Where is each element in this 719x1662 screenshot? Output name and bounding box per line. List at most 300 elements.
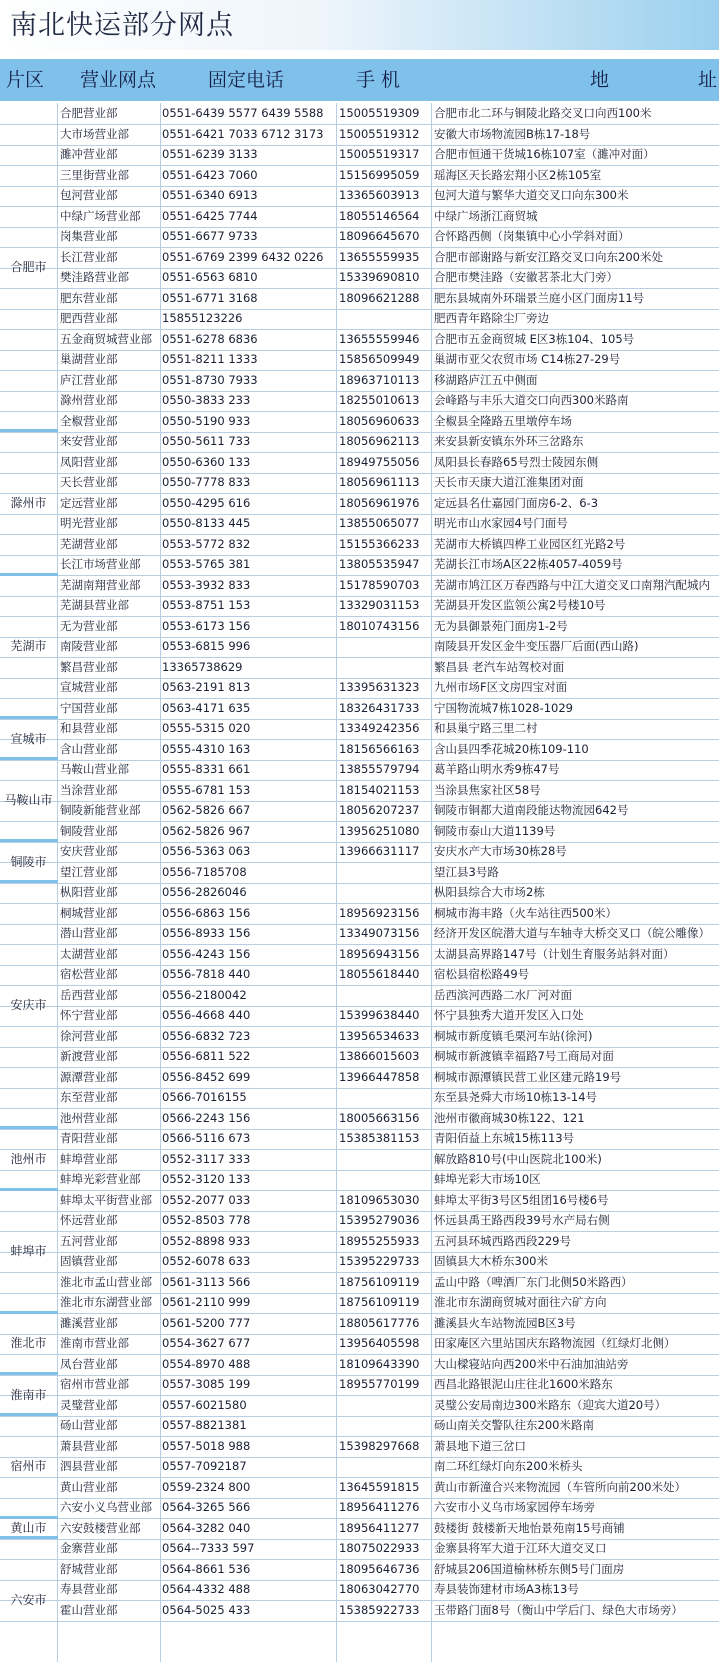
address: 全椒县全隆路五里墩停车场 (434, 413, 572, 428)
mobile-number: 18096645670 (339, 229, 420, 243)
page-title: 南北快运部分网点 (10, 10, 234, 41)
phone-number: 0554-8970 488 (162, 1356, 251, 1371)
table-row (0, 1149, 719, 1171)
mobile-number: 15398297668 (339, 1438, 420, 1453)
mobile-number: 18109653030 (339, 1192, 420, 1207)
mobile-number: 18956943156 (339, 946, 420, 961)
outlet-name: 灵璧营业部 (60, 1397, 118, 1412)
region-separator (0, 1126, 58, 1129)
address: 六安市小义乌市场家园停车场旁 (434, 1500, 595, 1514)
table-row (0, 657, 719, 679)
table-row (0, 308, 719, 330)
outlet-name: 芜湖营业部 (60, 536, 118, 551)
outlet-name: 六安鼓楼营业部 (60, 1520, 141, 1535)
mobile-number: 18949755056 (339, 454, 420, 469)
address: 和县巢宁路三里二村 (434, 721, 538, 735)
address: 安徽大市场物流园B栋17-18号 (434, 126, 591, 141)
table-row (0, 1374, 719, 1396)
region-label: 宿州市 (10, 1459, 47, 1474)
address: 来安县新安镇东外环三岔路东 (434, 434, 584, 448)
address: 舒城县206国道榆林桥东侧5号门面房 (434, 1561, 625, 1576)
mobile-number: 15399638440 (339, 1008, 420, 1022)
address: 会峰路与丰乐大道交口向西300米路南 (434, 393, 629, 407)
mobile-number: 13349073156 (339, 926, 420, 940)
table-row (0, 431, 719, 453)
address: 怀宁县独秀大道开发区入口处 (434, 1008, 584, 1022)
mobile-number: 18075022933 (339, 1541, 420, 1555)
table-row (0, 1190, 719, 1212)
region-label: 黄山市 (10, 1520, 47, 1535)
outlet-name: 马鞍山营业部 (60, 762, 129, 776)
outlet-name: 五河营业部 (60, 1233, 118, 1248)
outlet-name: 南陵营业部 (60, 639, 118, 653)
mobile-number: 15339690810 (339, 270, 420, 284)
table-row (0, 124, 719, 146)
table-row (0, 329, 719, 351)
address: 明光市山水家园4号门面号 (434, 516, 568, 530)
table-row (0, 595, 719, 617)
outlet-name: 望江营业部 (60, 864, 118, 879)
outlet-name: 含山营业部 (60, 741, 118, 756)
table-row (0, 1579, 719, 1601)
phone-number: 0551-8730 7933 (162, 372, 258, 387)
mobile-number: 13395631323 (339, 680, 420, 694)
outlet-name: 全椒营业部 (60, 413, 118, 428)
phone-number: 0551-6278 6836 (162, 331, 258, 346)
table-row (0, 513, 719, 535)
address: 蚌埠太平街3号区5组团16号楼6号 (434, 1192, 609, 1207)
region-label: 安庆市 (10, 998, 47, 1012)
header-region: 片区 (6, 69, 45, 91)
phone-number: 0556-7185708 (162, 864, 247, 879)
table-row (0, 923, 719, 945)
table-row (0, 718, 719, 740)
outlet-name: 潜山营业部 (60, 926, 118, 940)
phone-number: 0551-6425 7744 (162, 208, 258, 223)
phone-number: 0553-5765 381 (162, 557, 251, 571)
outlet-name: 池州营业部 (60, 1110, 118, 1125)
phone-number: 0550-7778 833 (162, 475, 251, 489)
region-label: 马鞍山市 (4, 793, 53, 807)
outlet-name: 怀远营业部 (60, 1213, 118, 1227)
address: 蚌埠光彩大市场10区 (434, 1172, 541, 1186)
region-label: 滁州市 (10, 495, 47, 510)
outlet-name: 天长营业部 (60, 475, 118, 489)
phone-number: 0556-5363 063 (162, 844, 251, 858)
mobile-number: 18056960633 (339, 413, 420, 428)
address: 望江县3号路 (434, 864, 499, 879)
phone-number: 0551-6439 5577 6439 5588 (162, 106, 324, 120)
region-label: 六安市 (10, 1592, 47, 1607)
table-row (0, 1210, 719, 1232)
outlet-name: 繁昌营业部 (60, 659, 118, 674)
table-row (0, 1354, 719, 1376)
header-mobile: 手 机 (356, 69, 401, 91)
region-separator (0, 1536, 58, 1539)
region-separator (0, 1516, 58, 1519)
address: 砀山南关交警队往东200米路南 (434, 1418, 594, 1432)
address: 桐城市海丰路（火车站往西500米） (434, 905, 617, 920)
address: 合肥市五金商贸城 E区3栋104、105号 (434, 331, 635, 346)
phone-number: 0557-6021580 (162, 1397, 247, 1412)
address: 桐城市新度镇毛栗河车站(徐河) (434, 1028, 593, 1043)
mobile-number: 18955770199 (339, 1377, 420, 1391)
address: 天长市天康大道江淮集团对面 (434, 475, 584, 489)
phone-number: 0555-6781 153 (162, 782, 251, 797)
mobile-number: 13956251080 (339, 823, 420, 838)
table-row (0, 1313, 719, 1335)
table-row (0, 554, 719, 576)
address: 合肥市恒通干货城16栋107室（濉冲对面） (434, 147, 655, 161)
mobile-number: 15155366233 (339, 536, 420, 551)
outlet-name: 无为营业部 (60, 618, 118, 633)
address: 繁昌县 老汽车站驾校对面 (434, 659, 565, 674)
address: 玉带路门面8号（衡山中学后门、绿色大市场旁） (434, 1602, 683, 1617)
phone-number: 0557-3085 199 (162, 1377, 251, 1391)
mobile-number: 18956411277 (339, 1520, 420, 1535)
address: 黄山市新潼合兴来物流园（车管所向前200米处） (434, 1479, 686, 1494)
table-row (0, 185, 719, 207)
address: 东至县尧舜大市场10栋13-14号 (434, 1090, 598, 1104)
mobile-number: 18096621288 (339, 290, 420, 305)
phone-number: 0564-3265 566 (162, 1500, 251, 1514)
region-label: 淮南市 (10, 1387, 47, 1402)
table-row (0, 800, 719, 822)
phone-number: 0550-4295 616 (162, 495, 251, 510)
region-separator (0, 573, 58, 576)
address: 太湖县高界路147号（计划生育服务站斜对面） (434, 946, 675, 961)
address: 合肥市北二环与铜陵北路交叉口向西100米 (434, 106, 652, 120)
outlet-name: 蚌埠太平街营业部 (60, 1192, 152, 1207)
mobile-number: 13866015603 (339, 1049, 420, 1063)
outlet-name: 明光营业部 (60, 516, 118, 530)
address: 合肥市部谢路与新安江路交叉口向东200米处 (434, 249, 663, 264)
table-row (0, 247, 719, 269)
outlet-name: 巢湖营业部 (60, 352, 118, 366)
table-row (0, 165, 719, 187)
address: 九州市场F区文房四宝对面 (434, 680, 568, 694)
region-label: 芜湖市 (10, 639, 47, 654)
outlet-name: 萧县营业部 (60, 1438, 118, 1453)
table-row (0, 985, 719, 1007)
mobile-number: 18109643390 (339, 1356, 420, 1371)
phone-number: 0551-6423 7060 (162, 167, 258, 182)
region-label: 池州市 (10, 1151, 47, 1166)
phone-number: 0566-2243 156 (162, 1110, 251, 1125)
address: 池州市徽商城30栋122、121 (434, 1110, 585, 1125)
phone-number: 0566-7016155 (162, 1090, 247, 1104)
table-row (0, 1415, 719, 1437)
table-row (0, 349, 719, 371)
outlet-name: 徐河营业部 (60, 1028, 118, 1043)
address: 含山县四季花城20栋109-110 (434, 741, 589, 756)
outlet-name: 桐城营业部 (60, 905, 118, 920)
mobile-number: 13365603913 (339, 188, 420, 202)
address: 鼓楼街 鼓楼新天地怡景苑南15号商铺 (434, 1520, 625, 1535)
phone-number: 0556-6863 156 (162, 905, 251, 920)
table-row (0, 1436, 719, 1458)
address: 桐城市新渡镇幸福路7号工商局对面 (434, 1049, 614, 1063)
outlet-name: 大市场营业部 (60, 126, 129, 141)
address: 中绿广场浙江商贸城 (434, 208, 538, 223)
outlet-name: 芜湖县营业部 (60, 598, 129, 612)
mobile-number: 18056207237 (339, 803, 420, 817)
table-row (0, 472, 719, 494)
phone-number: 0556-6811 522 (162, 1049, 251, 1063)
table-row (0, 1087, 719, 1109)
mobile-number: 13329031153 (339, 598, 420, 612)
outlet-name: 太湖营业部 (60, 946, 118, 961)
outlet-name: 铜陵新能营业部 (60, 803, 141, 817)
mobile-number: 18955255933 (339, 1233, 420, 1248)
phone-number: 0561-2110 999 (162, 1295, 251, 1309)
mobile-number: 18156566163 (339, 741, 420, 756)
table-row (0, 1333, 719, 1355)
mobile-number: 15385922733 (339, 1602, 420, 1617)
address: 淮北市东湖商贸城对面往六矿方向 (434, 1295, 607, 1309)
table-row (0, 1046, 719, 1068)
table-row (0, 1026, 719, 1048)
header-phone: 固定电话 (208, 69, 285, 91)
table-row (0, 1005, 719, 1027)
phone-number: 0555-5315 020 (162, 721, 251, 735)
mobile-number: 13855579794 (339, 762, 420, 776)
table-row (0, 1456, 719, 1478)
address: 肥西青年路除尘厂旁边 (434, 311, 549, 325)
outlet-name: 淮北市孟山营业部 (60, 1274, 152, 1289)
address: 移湖路庐江五中侧面 (434, 372, 538, 387)
address: 宁国物流城7栋1028-1029 (434, 700, 573, 715)
table-row (0, 677, 719, 699)
region-label: 铜陵市 (10, 854, 47, 869)
phone-number: 0556-4668 440 (162, 1008, 251, 1022)
mobile-number: 18154021153 (339, 782, 420, 797)
mobile-number: 15385381153 (339, 1131, 420, 1145)
table-row (0, 1231, 719, 1253)
mobile-number: 15156995059 (339, 167, 420, 182)
table-row (0, 1272, 719, 1294)
mobile-number: 18095646736 (339, 1561, 420, 1576)
table-row (0, 1169, 719, 1191)
address: 金寨县将军大道于江环大道交叉口 (434, 1541, 607, 1555)
address: 凤阳县长春路65号烈士陵园东侧 (434, 454, 599, 469)
address: 葛羊路山明水秀9栋47号 (434, 762, 560, 776)
address: 怀远县禹王路西段39号水产局右侧 (434, 1213, 610, 1227)
address: 经济开发区皖潜大道与车轴寺大桥交叉口（皖公雕像） (434, 926, 710, 940)
phone-number: 0556-4243 156 (162, 946, 251, 961)
address: 灵璧公安局南边300米路东（迎宾大道20号） (434, 1397, 667, 1412)
phone-number: 0557-5018 988 (162, 1438, 251, 1453)
address: 肥东县城南外环瑞景兰庭小区门面房11号 (434, 290, 645, 305)
phone-number: 0557-8821381 (162, 1418, 247, 1432)
address: 南陵县开发区金牛变压器厂后面(西山路) (434, 639, 639, 653)
outlet-name: 来安营业部 (60, 434, 118, 448)
region-separator (0, 429, 58, 432)
table-row (0, 103, 719, 125)
table-row (0, 534, 719, 556)
outlet-name: 濉溪营业部 (60, 1315, 118, 1330)
outlet-name: 泗县营业部 (60, 1459, 118, 1473)
address: 田家庵区六里站国庆东路物流园（红绿灯北侧） (434, 1336, 676, 1350)
phone-number: 0553-6173 156 (162, 618, 251, 633)
table-row (0, 903, 719, 925)
table-row (0, 1497, 719, 1519)
mobile-number: 15005519309 (339, 106, 420, 120)
table-row (0, 616, 719, 638)
mobile-number: 18056962113 (339, 434, 420, 448)
phone-number: 0553-5772 832 (162, 536, 251, 551)
outlet-name: 当涂营业部 (60, 782, 118, 797)
table-row (0, 862, 719, 884)
mobile-number: 18055146564 (339, 208, 420, 223)
address: 岳西滨河西路二水厂河对面 (434, 987, 572, 1002)
mobile-number: 15005519317 (339, 147, 420, 161)
region-separator (0, 1311, 58, 1314)
table-row (0, 1128, 719, 1150)
address: 铜陵市铜都大道南段能达物流园642号 (434, 803, 629, 817)
phone-number: 0563-4171 635 (162, 700, 251, 715)
title-bar (0, 0, 719, 50)
mobile-number: 13966631117 (339, 844, 420, 858)
phone-number: 0553-8751 153 (162, 598, 251, 612)
table-row (0, 1108, 719, 1130)
address: 铜陵市泰山大道1139号 (434, 823, 556, 838)
table-row (0, 226, 719, 248)
table-row (0, 739, 719, 761)
phone-number: 0556-2826046 (162, 885, 247, 899)
region-separator (0, 716, 58, 719)
phone-number: 0551-8211 1333 (162, 352, 258, 366)
phone-number: 0561-3113 566 (162, 1274, 251, 1289)
mobile-number: 13645591815 (339, 1479, 420, 1494)
phone-number: 0553-3932 833 (162, 577, 251, 592)
phone-number: 0563-2191 813 (162, 680, 251, 694)
mobile-number: 18055618440 (339, 967, 420, 981)
phone-number: 0551-6563 6810 (162, 270, 258, 284)
outlet-name: 蚌埠营业部 (60, 1151, 118, 1166)
phone-number: 0550-8133 445 (162, 516, 251, 530)
outlet-name: 新渡营业部 (60, 1049, 118, 1063)
outlet-name: 霍山营业部 (60, 1602, 118, 1617)
address: 合怀路西侧（岗集镇中心小学斜对面） (434, 229, 630, 243)
outlet-name: 怀宁营业部 (60, 1008, 118, 1022)
table-row (0, 411, 719, 433)
mobile-number: 18956923156 (339, 905, 420, 920)
address: 青阳佰益上东城15栋113号 (434, 1131, 575, 1145)
address: 定远县名仕嘉园门面房6-2、6-3 (434, 495, 599, 510)
address: 濉溪县火车站物流园B区3号 (434, 1315, 576, 1330)
phone-number: 13365738629 (162, 659, 243, 674)
address: 芜湖长江市场A区22栋4057-4059号 (434, 557, 623, 571)
table-row (0, 493, 719, 515)
outlet-name: 樊洼路营业部 (60, 270, 129, 284)
table-row (0, 144, 719, 166)
phone-number: 0551-6677 9733 (162, 229, 258, 243)
outlet-name: 淮北市东湖营业部 (60, 1295, 152, 1309)
table-row (0, 964, 719, 986)
address: 安庆水产大市场30栋28号 (434, 844, 567, 858)
table-row (0, 1395, 719, 1417)
phone-number: 0562-5826 967 (162, 823, 251, 838)
outlet-name: 濉冲营业部 (60, 147, 118, 161)
outlet-name: 寿县营业部 (60, 1582, 118, 1596)
outlet-name: 固镇营业部 (60, 1254, 118, 1268)
region-separator (0, 1188, 58, 1191)
table-row (0, 882, 719, 904)
table-row (0, 1538, 719, 1560)
phone-number: 0564-8661 536 (162, 1561, 251, 1576)
phone-number: 0552-8503 778 (162, 1213, 251, 1227)
phone-number: 0561-5200 777 (162, 1315, 251, 1330)
phone-number: 0559-2324 800 (162, 1479, 251, 1494)
outlet-name: 源潭营业部 (60, 1069, 118, 1084)
table-row (0, 944, 719, 966)
region-separator (0, 757, 58, 760)
outlet-name: 中绿广场营业部 (60, 208, 141, 223)
table-row (0, 780, 719, 802)
outlet-name: 黄山营业部 (60, 1479, 118, 1494)
table-row (0, 206, 719, 228)
phone-number: 0554-3627 677 (162, 1336, 251, 1350)
table-row (0, 390, 719, 412)
outlet-name: 安庆营业部 (60, 844, 118, 858)
outlet-name: 肥东营业部 (60, 290, 118, 305)
outlet-name: 包河营业部 (60, 188, 118, 202)
address: 西昌北路银泥山庄往北1600米路东 (434, 1377, 613, 1391)
table-row (0, 1559, 719, 1581)
phone-number: 0552-2077 033 (162, 1192, 251, 1207)
phone-number: 0552-3120 133 (162, 1172, 251, 1186)
phone-number: 0564-4332 488 (162, 1582, 251, 1596)
table-row (0, 1292, 719, 1314)
outlet-name: 凤台营业部 (60, 1356, 118, 1371)
phone-number: 0555-8331 661 (162, 762, 251, 776)
region-separator (0, 1413, 58, 1416)
phone-number: 0551-6340 6913 (162, 188, 258, 202)
phone-number: 0550-6360 133 (162, 454, 251, 469)
mobile-number: 15395279036 (339, 1213, 420, 1227)
phone-number: 0550-3833 233 (162, 393, 251, 407)
mobile-number: 18010743156 (339, 618, 420, 633)
region-label: 合肥市 (10, 260, 47, 274)
phone-number: 0555-4310 163 (162, 741, 251, 756)
outlet-name: 砀山营业部 (60, 1418, 118, 1432)
table-row (0, 267, 719, 289)
address: 芜湖市鸠江区万春西路与中江大道交叉口南翔汽配城内 (434, 577, 710, 592)
region-label: 淮北市 (10, 1336, 47, 1351)
phone-number: 0556-8452 699 (162, 1069, 251, 1084)
mobile-number: 13805535947 (339, 557, 420, 571)
mobile-number: 13655559935 (339, 249, 420, 264)
mobile-number: 13966447858 (339, 1069, 420, 1084)
table-row (0, 698, 719, 720)
outlet-name: 枞阳营业部 (60, 885, 118, 899)
mobile-number: 15005519312 (339, 126, 420, 141)
phone-number: 0553-6815 996 (162, 639, 251, 653)
phone-number: 0551-6239 3133 (162, 147, 258, 161)
table-row (0, 821, 719, 843)
address: 枞阳县综合大市场2栋 (434, 885, 545, 899)
address: 合肥市樊洼路（安徽茗茶北大门旁） (434, 270, 618, 284)
outlet-name: 岳西营业部 (60, 987, 118, 1002)
mobile-number: 15856509949 (339, 352, 420, 366)
table-header (0, 57, 719, 101)
phone-number: 0564-5025 433 (162, 1602, 251, 1617)
mobile-number: 18756109119 (339, 1274, 420, 1289)
mobile-number: 18756109119 (339, 1295, 420, 1309)
mobile-number: 15395229733 (339, 1254, 420, 1268)
mobile-number: 18805617776 (339, 1315, 420, 1330)
